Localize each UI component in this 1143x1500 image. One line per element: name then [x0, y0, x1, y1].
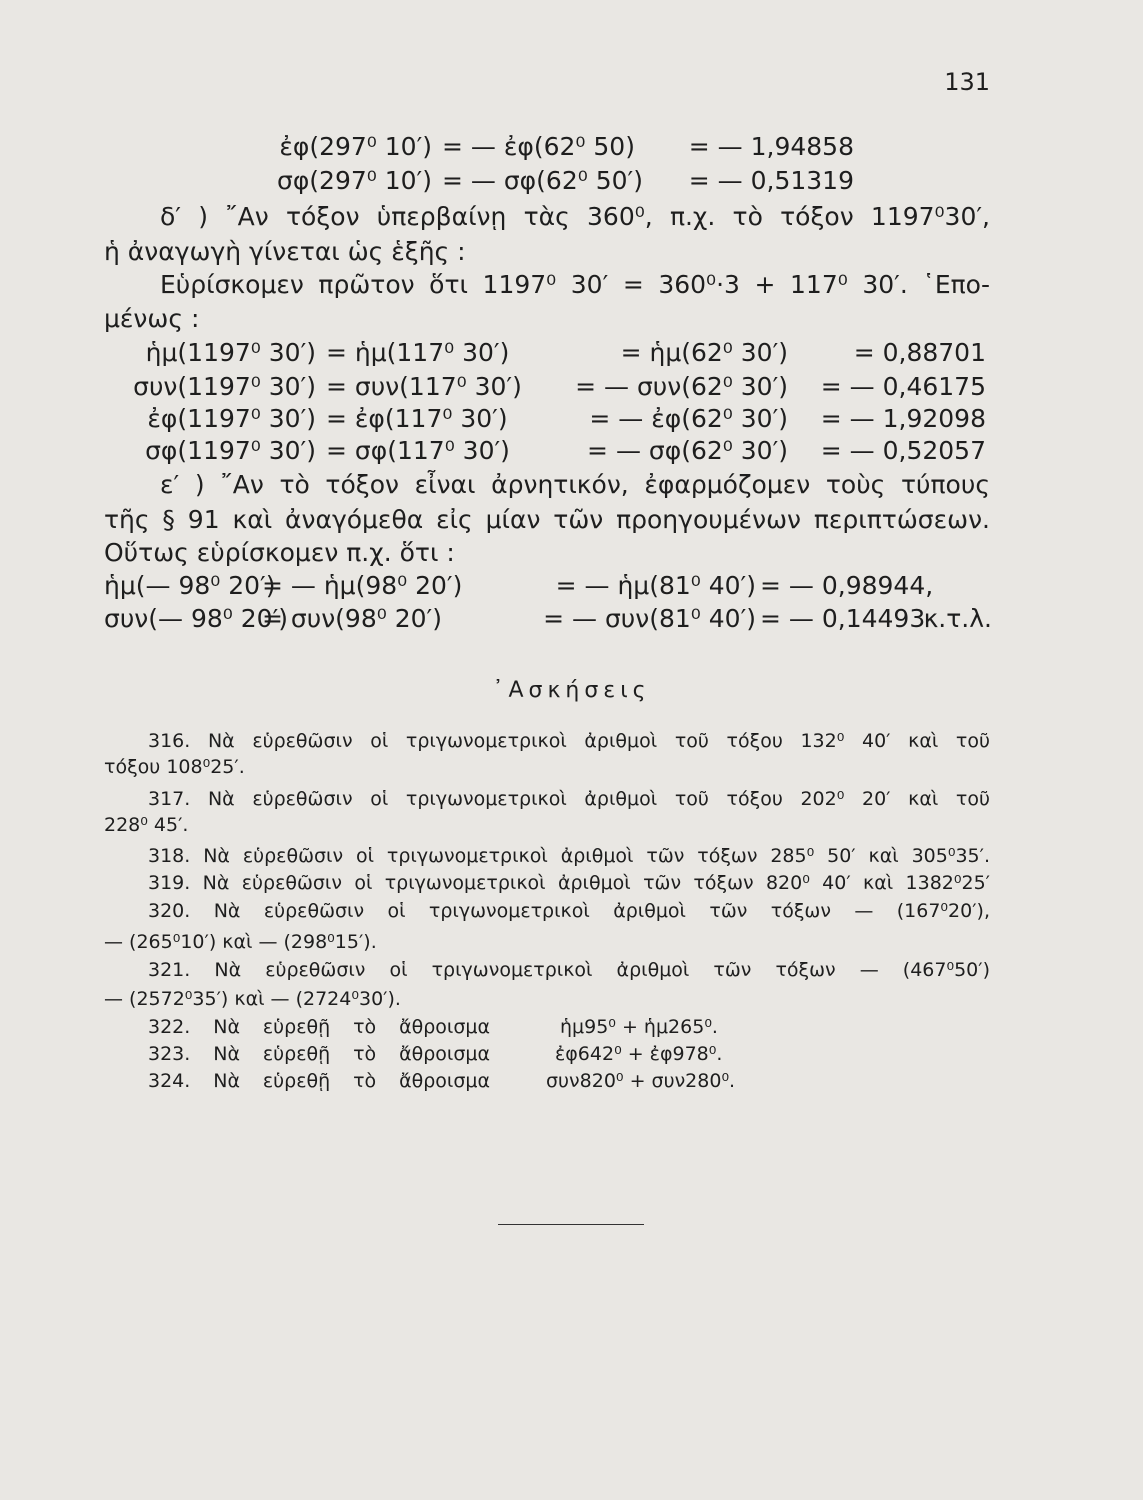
equation-middle: = ἐφ(117⁰ 30′) [326, 404, 508, 433]
equation-lhs: σφ(1197⁰ 30′) [145, 436, 316, 465]
equation-lhs: ἡμ(— 98⁰ 20′) [104, 571, 276, 600]
exercise-320: 320. Νὰ εὑρεθῶσιν οἱ τριγωνομετρικοὶ ἀριθμοὶ τῶν τόξων — (167⁰20′), [148, 900, 990, 922]
equation-middle: = — ἡμ(98⁰ 20′) [262, 571, 463, 600]
page-number: 131 [944, 68, 990, 96]
exercise-323: 323. Νὰ εὑρεθῇ τὸ ἄθροισμα [148, 1043, 490, 1065]
exercise-316: 316. Νὰ εὑρεθῶσιν οἱ τριγωνομετρικοὶ ἀριθμοὶ τοῦ τόξου 132⁰ 40′ καὶ τοῦ [148, 730, 990, 752]
equation-row [104, 571, 934, 601]
equation-lhs: σφ(297⁰ 10′) [276, 166, 432, 195]
equation-middle: = — ἐφ(62⁰ 30′) [589, 404, 788, 433]
paragraph-line: μένως : [104, 304, 200, 333]
equation-row [104, 372, 986, 402]
equation-middle: = ἡμ(62⁰ 30′) [620, 338, 788, 367]
equation-middle: = — σφ(62⁰ 30′) [587, 436, 788, 465]
equation-row [104, 436, 986, 466]
equation-lhs: ἐφ(297⁰ 10′) [279, 132, 432, 161]
equation-middle: = — σφ(62⁰ 50′) [442, 166, 643, 195]
exercise-319: 319. Νὰ εὑρεθῶσιν οἱ τριγωνομετρικοὶ ἀριθμοὶ τῶν τόξων 820⁰ 40′ καὶ 1382⁰25′ [148, 872, 990, 894]
exercise-317-cont: 228⁰ 45′. [104, 814, 189, 836]
exercises-heading: ᾽Ασκήσεις [492, 678, 651, 703]
paragraph-line: δ′ ) ῎Αν τόξον ὑπερβαίνῃ τὰς 360⁰, π.χ. τὸ τόξον 1197⁰30′, [160, 202, 990, 231]
section-divider [498, 1224, 644, 1225]
exercise-320-cont: — (265⁰10′) καὶ — (298⁰15′). [104, 931, 377, 953]
equation-lhs: συν(1197⁰ 30′) [133, 372, 316, 401]
equation-middle: = — συν(81⁰ 40′) [543, 604, 756, 633]
equation-row [236, 166, 854, 196]
paragraph-line: Εὑρίσκομεν πρῶτον ὅτι 1197⁰ 30′ = 360⁰·3 + 117⁰ 30′. ῾Επο- [160, 270, 990, 299]
paragraph-line: ἡ ἀναγωγὴ γίνεται ὡς ἑξῆς : [104, 237, 466, 266]
equation-value: = 0,88701 [853, 338, 986, 367]
equation-value: = — 1,94858 [688, 132, 854, 161]
equation-middle: = — συν(62⁰ 30′) [575, 372, 788, 401]
equation-row [104, 604, 992, 634]
exercise-317: 317. Νὰ εὑρεθῶσιν οἱ τριγωνομετρικοὶ ἀριθμοὶ τοῦ τόξου 202⁰ 20′ καὶ τοῦ [148, 788, 990, 810]
equation-lhs: συν(— 98⁰ 20′) [104, 604, 288, 633]
paragraph-line: Οὕτως εὑρίσκομεν π.χ. ὅτι : [104, 538, 455, 567]
equation-value: = — 0,14493 [760, 604, 926, 633]
equation-row [236, 132, 854, 162]
equation-value: = — 0,46175 [820, 372, 986, 401]
paragraph-line: τῆς § 91 καὶ ἀναγόμεθα εἰς μίαν τῶν προηγουμένων περιπτώσεων. [104, 505, 990, 534]
exercise-316-cont: τόξου 108⁰25′. [104, 756, 245, 778]
equation-row [104, 338, 986, 368]
equation-lhs: ἡμ(1197⁰ 30′) [145, 338, 316, 367]
equation-middle: = — ἐφ(62⁰ 50) [442, 132, 635, 161]
equation-value: = — 0,52057 [820, 436, 986, 465]
exercise-324: 324. Νὰ εὑρεθῇ τὸ ἄθροισμα [148, 1070, 490, 1092]
equation-row [104, 404, 986, 434]
equation-middle: = συν(117⁰ 30′) [326, 372, 522, 401]
equation-value: = — 1,92098 [820, 404, 986, 433]
equation-middle: = σφ(117⁰ 30′) [326, 436, 510, 465]
exercise-323-expr: ἐφ642⁰ + ἐφ978⁰. [555, 1043, 723, 1065]
equation-middle: = — ἡμ(81⁰ 40′) [555, 571, 756, 600]
equation-lhs: ἐφ(1197⁰ 30′) [147, 404, 316, 433]
exercise-318: 318. Νὰ εὑρεθῶσιν οἱ τριγωνομετρικοὶ ἀριθμοὶ τῶν τόξων 285⁰ 50′ καὶ 305⁰35′. [148, 845, 990, 867]
equation-etc: κ.τ.λ. [923, 604, 992, 633]
exercise-322: 322. Νὰ εὑρεθῇ τὸ ἄθροισμα [148, 1016, 490, 1038]
exercise-324-expr: συν820⁰ + συν280⁰. [546, 1070, 736, 1092]
equation-value: = — 0,98944, [760, 571, 934, 600]
equation-middle: = συν(98⁰ 20′) [262, 604, 442, 633]
exercise-321: 321. Νὰ εὑρεθῶσιν οἱ τριγωνομετρικοὶ ἀριθμοὶ τῶν τόξων — (467⁰50′) [148, 959, 990, 981]
equation-middle: = ἡμ(117⁰ 30′) [326, 338, 510, 367]
exercise-322-expr: ἡμ95⁰ + ἡμ265⁰. [560, 1016, 718, 1038]
exercise-321-cont: — (2572⁰35′) καὶ — (2724⁰30′). [104, 988, 401, 1010]
paragraph-line: ε′ ) ῎Αν τὸ τόξον εἶναι ἀρνητικόν, ἐφαρμόζομεν τοὺς τύπους [160, 470, 990, 499]
equation-value: = — 0,51319 [688, 166, 854, 195]
